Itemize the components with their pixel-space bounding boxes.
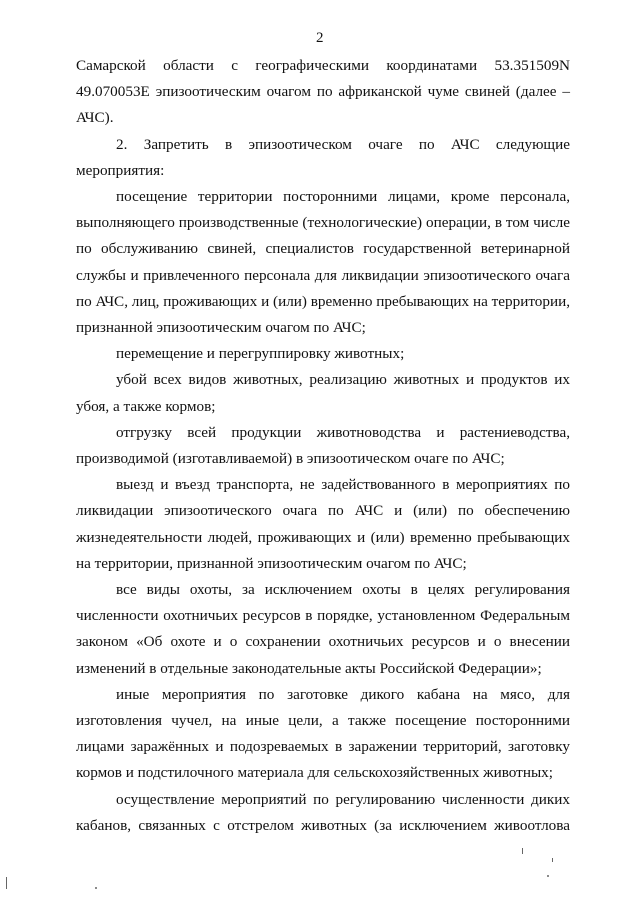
scan-speck [552, 858, 553, 862]
scan-edge-mark [6, 877, 7, 889]
paragraph-boar-regulation: осуществление мероприятий по регулированию численности диких кабанов, связанных с отстрелом животных (за исключением живоотлова [76, 790, 570, 834]
paragraph-ban-visits: посещение территории посторонними лицами, кроме персонала, выполняющего производственные (технологические) операции, в том числе по обслуживанию свиней, специалистов государственной ветеринарной службы и привлеченного персонала для ликвидации эпизоотического очага по АЧС, лиц, проживающих и (или) временно пребывающих на территории, признанной эпизоотическим очагом по АЧС; [76, 188, 570, 337]
paragraph-ban-transport: выезд и въезд транспорта, не задействованного в мероприятиях по ликвидации эпизоотического очага по АЧС и (или) по обеспечению жизнедеятельности людей, проживающих и (или) временно пребывающих на территории, признанной эпизоотическим очагом по АЧС; [76, 476, 570, 572]
paragraph-continuation: Самарской области с географическими координатами 53.351509N 49.070053E эпизоотическим очагом по африканской чуме свиней (далее – АЧС). [76, 57, 570, 127]
paragraph-ban-shipment: отгрузку всей продукции животноводства и растениеводства, производимой (изготавливаемой) в эпизоотическом очаге по АЧС; [76, 423, 570, 468]
scan-speck [95, 887, 97, 889]
scan-speck [522, 848, 523, 854]
paragraph-ban-movement: перемещение и перегруппировку животных; [116, 345, 405, 363]
paragraph-ban-boar-harvest: иные мероприятия по заготовке дикого кабана на мясо, для изготовления чучел, на иные цели, а также посещение посторонними лицами заражённых и подозреваемых в заражении территорий, заготовку кормов и подстилочного материала для сельскохозяйственных животных; [76, 685, 570, 782]
page-number: 2 [316, 30, 324, 46]
paragraph-item-2: 2. Запретить в эпизоотическом очаге по АЧС следующие мероприятия: [76, 135, 570, 179]
scan-speck [547, 875, 549, 877]
paragraph-ban-slaughter: убой всех видов животных, реализацию животных и продуктов их убоя, а также кормов; [76, 371, 570, 415]
document-body [76, 53, 570, 839]
paragraph-ban-hunting: все виды охоты, за исключением охоты в целях регулирования численности охотничьих ресурсов в порядке, установленном Федеральным законом «Об охоте и о сохранении охотничьих ресурсов и о внесении изменений в отдельные законодательные акты Российской Федерации»; [76, 581, 570, 677]
